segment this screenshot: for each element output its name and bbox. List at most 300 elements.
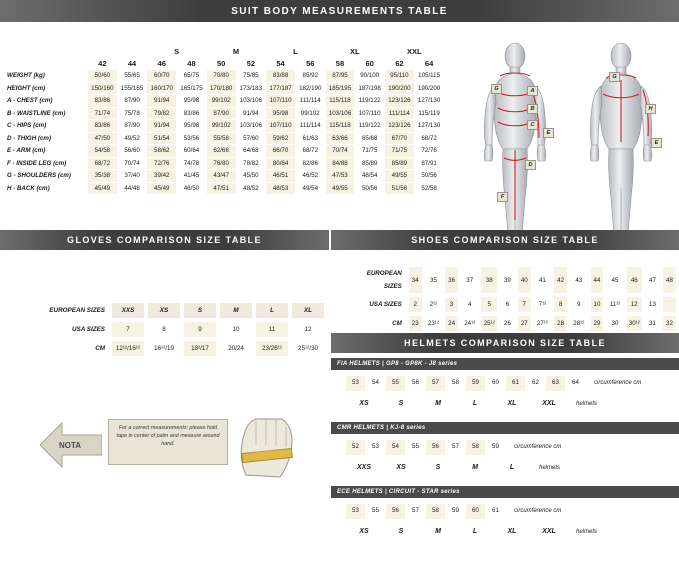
suit-cell: 53/56 (177, 132, 207, 145)
mannequin-back (573, 42, 669, 240)
suit-size-header: 56 (295, 58, 325, 70)
shoes-cell (662, 296, 677, 313)
table-row (4, 145, 444, 158)
suit-cell: 67/70 (385, 132, 415, 145)
shoes-cell: 40 (517, 266, 532, 294)
shoes-cell: 26 (500, 315, 515, 332)
tag-f: F (497, 192, 508, 202)
shoes-cell: 24¹² (461, 315, 478, 332)
shoes-cell: 28 (553, 315, 568, 332)
helmet-size-cell: XL (494, 396, 531, 412)
shoes-cell: 2¹² (425, 296, 442, 313)
shoes-cell: 44 (590, 266, 605, 294)
suit-row-label: F - INSIDE LEG (cm) (4, 157, 88, 170)
table-row (32, 302, 325, 319)
gloves-cell: 11 (255, 321, 289, 338)
suit-cell: 173/183 (236, 82, 266, 95)
gloves-cell: 12¹²/16¹² (111, 340, 145, 357)
gloves-size-table (30, 300, 327, 359)
suit-cell: 49/52 (117, 132, 147, 145)
gloves-cell: 20/24 (219, 340, 253, 357)
shoes-cell: 48 (662, 266, 677, 294)
suit-cell: 85/89 (385, 157, 415, 170)
suit-cell: 107/110 (266, 95, 296, 108)
suit-cell: 127/130 (414, 120, 444, 133)
helmet-circumference-cell: 60 (486, 376, 506, 392)
suit-cell: 46/51 (266, 170, 296, 183)
shoes-cell: 27 (517, 315, 532, 332)
hand-measure-icon (236, 415, 298, 479)
table-row (4, 95, 444, 108)
suit-cell: 119/122 (355, 120, 385, 133)
shoes-cell: 41 (534, 266, 551, 294)
suit-cell: 62/66 (206, 145, 236, 158)
suit-cell: 60/70 (147, 70, 177, 83)
suit-cell: 115/118 (325, 95, 355, 108)
suit-cell: 71/75 (355, 145, 385, 158)
tag-e-back: E (651, 138, 662, 148)
helmet-block-title: CMR HELMETS | KJ-8 series (331, 422, 679, 434)
shoes-cell: 23¹² (425, 315, 442, 332)
helmet-circumference-cell: 61 (506, 376, 526, 392)
suit-cell: 54/58 (88, 145, 118, 158)
suit-cell: 44/48 (117, 182, 147, 195)
suit-cell: 46/52 (295, 170, 325, 183)
suit-cell: 95/98 (266, 107, 296, 120)
suit-size-header: 52 (236, 58, 266, 70)
table-row (4, 82, 444, 95)
suit-cell: 83/86 (177, 107, 207, 120)
gloves-section-title: GLOVES COMPARISON SIZE TABLE (0, 230, 329, 250)
suit-row-label: H - BACK (cm) (4, 182, 88, 195)
helmet-size-cell: XXL (531, 524, 568, 540)
shoes-cell: 45 (606, 266, 623, 294)
shoes-cell: 9 (570, 296, 587, 313)
helmet-sizes-note: helmets (576, 400, 598, 407)
suit-cell: 63/66 (325, 132, 355, 145)
suit-group-label (88, 46, 118, 58)
helmet-circumference-cell: 55 (386, 376, 406, 392)
helmet-circumference-cell: 55 (406, 440, 426, 456)
shoes-cell: 47 (645, 266, 660, 294)
suit-cell: 155/165 (117, 82, 147, 95)
suit-cell: 65/75 (177, 70, 207, 83)
suit-cell: 82/86 (295, 157, 325, 170)
helmet-block-title: FIA HELMETS | GP8 - GP8K - J8 series (331, 358, 679, 370)
shoes-cell: 6 (500, 296, 515, 313)
suit-cell: 70/74 (117, 157, 147, 170)
suit-cell: 111/114 (295, 95, 325, 108)
helmet-sizes-row (331, 524, 679, 541)
helmet-size-cell: M (457, 460, 494, 476)
suit-cell: 47/53 (325, 170, 355, 183)
suit-cell: 71/74 (88, 107, 118, 120)
helmet-circumference-cell: 53 (366, 440, 386, 456)
suit-size-header: 44 (117, 58, 147, 70)
suit-cell: 75/85 (236, 70, 266, 83)
suit-cell: 107/110 (355, 107, 385, 120)
suit-row-label: A - CHEST (cm) (4, 95, 88, 108)
suit-cell: 187/198 (355, 82, 385, 95)
suit-cell: 190/200 (414, 82, 444, 95)
suit-cell: 70/74 (325, 145, 355, 158)
suit-cell: 56/60 (117, 145, 147, 158)
suit-corner-cell (4, 58, 88, 70)
helmet-circumference-cell: 63 (546, 376, 566, 392)
suit-size-header: 64 (414, 58, 444, 70)
helmet-circumference-cell: 64 (566, 376, 586, 392)
suit-cell: 103/106 (236, 95, 266, 108)
suit-size-header: 62 (385, 58, 415, 70)
shoes-cell: 27¹² (534, 315, 551, 332)
helmet-circumference-cell: 53 (346, 504, 366, 520)
table-row (4, 70, 444, 83)
suit-cell: 43/47 (206, 170, 236, 183)
shoes-cell: 35 (425, 266, 442, 294)
helmet-circumference-cell: 57 (406, 504, 426, 520)
suit-cell: 182/190 (295, 82, 325, 95)
helmet-circumference-note: circumference cm (514, 508, 562, 515)
suit-cell: 87/95 (325, 70, 355, 83)
suit-cell: 99/102 (295, 107, 325, 120)
suit-cell: 46/50 (177, 182, 207, 195)
table-row (351, 296, 677, 313)
tag-b: B (527, 104, 538, 114)
shoes-helmets-section (331, 230, 679, 566)
suit-cell: 52/58 (414, 182, 444, 195)
suit-cell: 61/63 (295, 132, 325, 145)
suit-cell: 60/64 (177, 145, 207, 158)
shoes-cell: 38 (480, 266, 497, 294)
suit-cell: 74/78 (177, 157, 207, 170)
helmet-size-cell: L (457, 524, 494, 540)
suit-cell: 72/76 (147, 157, 177, 170)
mannequin-front (467, 42, 563, 240)
suit-row-label: G - SHOULDERS (cm) (4, 170, 88, 183)
helmet-circumference-cell: 59 (486, 440, 506, 456)
helmet-size-cell: S (383, 396, 420, 412)
suit-row-label: B - WAISTLINE (cm) (4, 107, 88, 120)
shoes-section-title: SHOES COMPARISON SIZE TABLE (331, 230, 679, 250)
nota-text: For a correct measurements: please hold tape in center of palm and measure around hand. (108, 419, 228, 465)
helmet-circumference-row (331, 503, 679, 520)
shoes-cell: 43 (570, 266, 587, 294)
suit-cell: 160/170 (147, 82, 177, 95)
suit-cell: 58/62 (147, 145, 177, 158)
tag-d: D (525, 160, 536, 170)
helmet-circumference-cell: 58 (466, 440, 486, 456)
suit-cell: 64/68 (236, 145, 266, 158)
table-row (4, 157, 444, 170)
helmet-block (331, 486, 679, 540)
suit-cell: 83/86 (88, 95, 118, 108)
shoes-cell: 42 (553, 266, 568, 294)
suit-cell: 84/88 (325, 157, 355, 170)
table-row (351, 315, 677, 332)
tag-g: G (491, 84, 502, 94)
shoes-cell: 29 (590, 315, 605, 332)
helmet-size-cell: XS (383, 460, 420, 476)
shoes-cell: 10 (590, 296, 605, 313)
suit-row-label: D - THIGH (cm) (4, 132, 88, 145)
helmet-circumference-cell: 56 (426, 440, 446, 456)
suit-cell: 165/175 (177, 82, 207, 95)
suit-cell: 55/58 (206, 132, 236, 145)
suit-cell: 57/60 (236, 132, 266, 145)
suit-cell: 47/50 (88, 132, 118, 145)
shoes-cell: 30¹² (626, 315, 643, 332)
shoes-cell: 28¹² (570, 315, 587, 332)
helmet-circumference-note: circumference cm (514, 444, 562, 451)
shoes-size-table (349, 264, 679, 334)
suit-cell: 39/42 (147, 170, 177, 183)
suit-cell: 87/91 (414, 157, 444, 170)
table-row (4, 120, 444, 133)
shoes-cell: 4 (461, 296, 478, 313)
nota-arrow-icon (40, 421, 102, 469)
suit-group-label: S (147, 46, 206, 58)
suit-cell: 85/89 (355, 157, 385, 170)
suit-cell: 111/114 (295, 120, 325, 133)
suit-cell: 51/54 (147, 132, 177, 145)
shoes-cell: 37 (461, 266, 478, 294)
helmet-circumference-cell: 58 (446, 376, 466, 392)
helmet-block (331, 358, 679, 412)
helmet-circumference-cell: 55 (366, 504, 386, 520)
suit-size-header: 42 (88, 58, 118, 70)
suit-cell: 37/40 (117, 170, 147, 183)
suit-cell: 50/60 (88, 70, 118, 83)
helmet-sizes-note: helmets (576, 528, 598, 535)
suit-cell: 45/49 (147, 182, 177, 195)
table-row (4, 132, 444, 145)
shoes-cell: 2 (408, 296, 423, 313)
table-row (4, 170, 444, 183)
suit-cell: 48/52 (236, 182, 266, 195)
helmet-size-cell: M (420, 396, 457, 412)
suit-cell: 55/65 (117, 70, 147, 83)
suit-section-title: SUIT BODY MEASUREMENTS TABLE (0, 0, 679, 22)
svg-text:NOTA: NOTA (58, 441, 82, 450)
suit-cell: 45/49 (88, 182, 118, 195)
gloves-row-label: USA SIZES (32, 321, 109, 338)
suit-cell: 99/102 (206, 120, 236, 133)
tag-a: A (527, 86, 538, 96)
helmet-circumference-cell: 57 (446, 440, 466, 456)
tag-e: E (543, 128, 554, 138)
tag-h-back: H (645, 104, 656, 114)
suit-cell: 95/110 (385, 70, 415, 83)
suit-cell: 65/68 (355, 132, 385, 145)
suit-cell: 87/90 (117, 120, 147, 133)
mannequin-front-icon (467, 42, 563, 240)
gloves-cell: 9 (183, 321, 217, 338)
suit-cell: 95/98 (177, 120, 207, 133)
gloves-cell: 12 (291, 321, 325, 338)
helmet-circumference-row (331, 439, 679, 456)
suit-cell: 66/70 (266, 145, 296, 158)
gloves-cell: 10 (219, 321, 253, 338)
helmet-size-cell: M (420, 524, 457, 540)
helmet-size-cell: L (494, 460, 531, 476)
gloves-cell: 25¹²/30 (291, 340, 325, 357)
suit-size-header: 46 (147, 58, 177, 70)
shoes-cell: 12 (626, 296, 643, 313)
suit-size-header: 48 (177, 58, 207, 70)
suit-cell: 49/54 (295, 182, 325, 195)
suit-cell: 48/54 (355, 170, 385, 183)
gloves-cell: 23/26¹² (255, 340, 289, 357)
suit-cell: 72/76 (414, 145, 444, 158)
helmet-block-title: ECE HELMETS | CIRCUIT - STAR series (331, 486, 679, 498)
helmet-size-cell: L (457, 396, 494, 412)
suit-cell: 78/82 (236, 157, 266, 170)
shoes-cell: 8 (553, 296, 568, 313)
gloves-cell: M (219, 302, 253, 319)
suit-cell: 119/122 (355, 95, 385, 108)
suit-cell: 47/51 (206, 182, 236, 195)
suit-cell: 87/90 (206, 107, 236, 120)
helmet-circumference-cell: 56 (386, 504, 406, 520)
shoes-row-label: EUROPEAN SIZES (351, 266, 406, 294)
suit-measurements-table (4, 46, 444, 195)
helmet-circumference-cell: 54 (366, 376, 386, 392)
shoes-cell: 39 (500, 266, 515, 294)
suit-cell: 170/180 (206, 82, 236, 95)
suit-cell: 91/94 (236, 107, 266, 120)
helmet-circumference-cell: 54 (386, 440, 406, 456)
gloves-cell: 18²/17 (183, 340, 217, 357)
table-row (4, 182, 444, 195)
gloves-cell: S (183, 302, 217, 319)
helmet-circumference-cell: 60 (466, 504, 486, 520)
shoes-cell: 36 (444, 266, 459, 294)
suit-row-label: HEIGHT (cm) (4, 82, 88, 95)
suit-cell: 103/106 (325, 107, 355, 120)
helmet-sizes-note: helmets (539, 464, 561, 471)
suit-cell: 105/115 (414, 70, 444, 83)
table-row (4, 107, 444, 120)
shoes-cell: 32 (662, 315, 677, 332)
gloves-note-area (40, 415, 300, 485)
suit-row-label: E - ARM (cm) (4, 145, 88, 158)
suit-cell: 123/126 (385, 95, 415, 108)
shoes-cell: 25¹² (480, 315, 497, 332)
suit-cell: 76/80 (206, 157, 236, 170)
gloves-row-label: EUROPEAN SIZES (32, 302, 109, 319)
helmet-circumference-cell: 56 (406, 376, 426, 392)
helmet-size-cell: XS (346, 524, 383, 540)
suit-cell: 75/78 (117, 107, 147, 120)
helmet-circumference-cell: 53 (346, 376, 366, 392)
suit-cell: 190/200 (385, 82, 415, 95)
shoes-cell: 24 (444, 315, 459, 332)
helmet-size-cell: S (420, 460, 457, 476)
shoes-cell: 34 (408, 266, 423, 294)
suit-cell: 59/62 (266, 132, 296, 145)
suit-cell: 90/100 (355, 70, 385, 83)
helmet-circumference-cell: 59 (446, 504, 466, 520)
suit-cell: 115/118 (325, 120, 355, 133)
suit-cell: 79/82 (147, 107, 177, 120)
helmet-circumference-cell: 52 (346, 440, 366, 456)
shoes-row-label: USA SIZES (351, 296, 406, 313)
helmets-section-title: HELMETS COMPARISON SIZE TABLE (331, 333, 679, 353)
suit-cell: 49/55 (385, 170, 415, 183)
helmet-sizes-row (331, 396, 679, 413)
suit-cell: 177/187 (266, 82, 296, 95)
suit-cell: 49/55 (325, 182, 355, 195)
suit-group-label (117, 46, 147, 58)
suit-cell: 91/94 (147, 95, 177, 108)
suit-cell: 99/102 (206, 95, 236, 108)
gloves-cell: 7 (111, 321, 145, 338)
shoes-cell: 23 (408, 315, 423, 332)
shoes-cell: 30 (606, 315, 623, 332)
tag-c: C (527, 120, 538, 130)
helmet-circumference-note: circumference cm (594, 380, 642, 387)
suit-cell: 80/84 (266, 157, 296, 170)
suit-cell: 68/72 (88, 157, 118, 170)
table-row (32, 340, 325, 357)
helmet-size-cell: XXL (531, 396, 568, 412)
suit-cell: 51/56 (385, 182, 415, 195)
gloves-cell: L (255, 302, 289, 319)
suit-cell: 35/38 (88, 170, 118, 183)
suit-cell: 50/56 (414, 170, 444, 183)
suit-cell: 85/92 (295, 70, 325, 83)
helmet-circumference-cell: 58 (426, 504, 446, 520)
shoes-cell: 31 (645, 315, 660, 332)
suit-size-header: 54 (266, 58, 296, 70)
shoes-cell: 3 (444, 296, 459, 313)
suit-row-label: C - HIPS (cm) (4, 120, 88, 133)
suit-section (0, 22, 679, 224)
suit-cell: 103/106 (236, 120, 266, 133)
suit-cell: 95/98 (177, 95, 207, 108)
gloves-cell: 16¹²/19 (147, 340, 181, 357)
suit-cell: 107/110 (266, 120, 296, 133)
suit-size-header: 58 (325, 58, 355, 70)
helmet-circumference-cell: 59 (466, 376, 486, 392)
suit-group-label (4, 46, 88, 58)
suit-cell: 127/130 (414, 95, 444, 108)
helmet-size-cell: XS (346, 396, 383, 412)
table-row (351, 266, 677, 294)
helmet-circumference-cell: 57 (426, 376, 446, 392)
gloves-row-label: CM (32, 340, 109, 357)
helmet-sizes-row (331, 460, 679, 477)
gloves-cell: XXS (111, 302, 145, 319)
helmets-blocks (331, 358, 679, 550)
suit-cell: 91/94 (147, 120, 177, 133)
helmet-size-cell: S (383, 524, 420, 540)
suit-group-label: M (206, 46, 265, 58)
table-row (32, 321, 325, 338)
shoes-cell: 7¹² (534, 296, 551, 313)
tag-g-back: G (609, 72, 620, 82)
suit-cell: 70/80 (206, 70, 236, 83)
suit-cell: 50/56 (355, 182, 385, 195)
suit-cell: 71/75 (385, 145, 415, 158)
helmet-size-cell: XL (494, 524, 531, 540)
suit-cell: 150/160 (88, 82, 118, 95)
helmet-circumference-row (331, 375, 679, 392)
suit-group-label: XL (325, 46, 384, 58)
suit-cell: 185/195 (325, 82, 355, 95)
shoes-cell: 46 (626, 266, 643, 294)
mannequin-figures (465, 42, 677, 242)
